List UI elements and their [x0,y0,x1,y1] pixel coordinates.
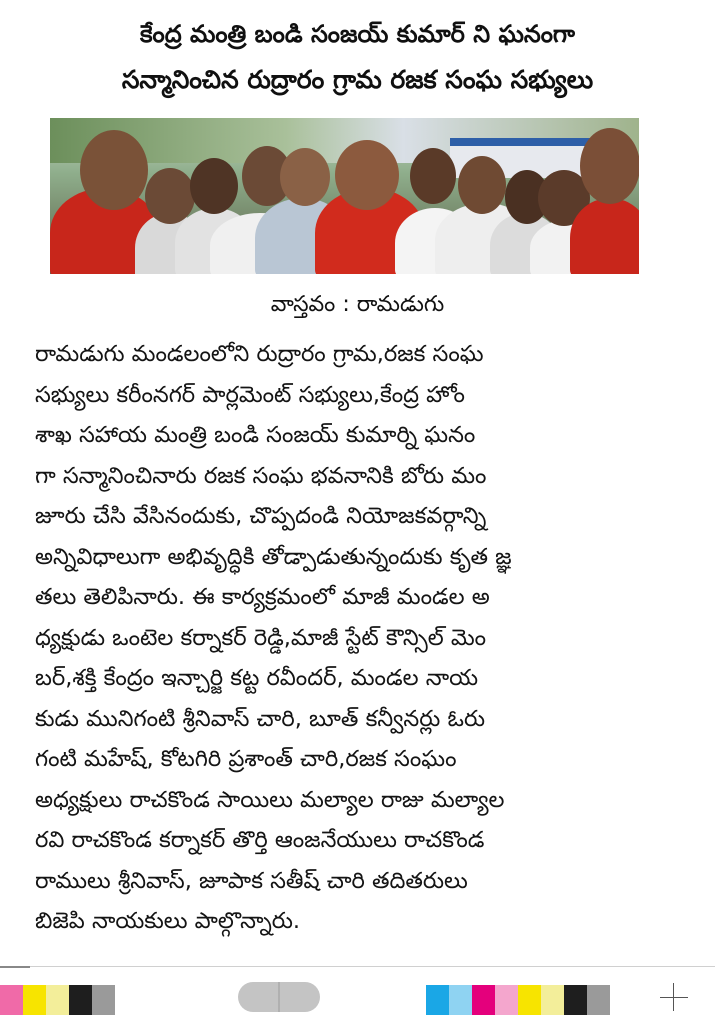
color-swatch [0,985,23,1015]
color-swatch [92,985,115,1015]
page-divider [0,966,715,967]
color-swatch [541,985,564,1015]
body-line: గంటి మహేష్, కోటగిరి ప్రశాంత్ చారి,రజక సంఘం [35,746,457,772]
headline-line-1: కేంద్ర మంత్రి బండి సంజయ్ కుమార్ ని ఘనంగా [140,20,575,48]
crosshair-icon [660,983,688,1011]
body-line: బిజెపి నాయకులు పాల్గొన్నారు. [35,908,301,934]
body-line: అన్నివిధాలుగా అభివృద్ధికి తోడ్పాడుతున్నందుకు కృత జ్ఞ [35,543,512,570]
color-swatch [426,985,449,1015]
body-line: గా సన్మానించినారు రజక సంఘ భవనానికి బోరు మం [35,462,487,489]
news-photo [50,118,639,274]
body-line: బర్,శక్తి కేంద్రం ఇన్చార్జి కట్ట రవీందర్, మండల నాయ [35,665,479,691]
body-line: రవి రాచకొండ కర్నాకర్ తొర్తి ఆంజనేయులు రాచకొండ [35,827,485,853]
color-swatch [587,985,610,1015]
body-line: రామడుగు మండలంలోని రుద్రారం గ్రామ,రజక సంఘ [35,341,484,367]
body-line: అధ్యక్షులు రాచకొండ సాయిలు మల్యాల రాజు మల్యాల [35,786,505,813]
body-line: సభ్యులు కరీంనగర్ పార్లమెంట్ సభ్యులు,కేంద్ర హోం [35,381,465,408]
color-swatch [518,985,541,1015]
color-swatch [472,985,495,1015]
color-swatch [23,985,46,1015]
body-line: రాములు శ్రీనివాస్, జూపాక సతీష్ చారి తదితరులు [35,867,468,894]
body-line: శాఖ సహాయ మంత్రి బండి సంజయ్ కుమార్ని ఘనం [35,422,476,448]
page-divider-mark [0,966,30,968]
color-registration-bar-left [0,985,115,1015]
headline-line-2: సన్మానించిన రుద్రారం గ్రామ రజక సంఘ సభ్యులు [121,65,594,94]
dateline: వాస్తవం : రామడుగు [270,292,445,317]
body-line: ధ్యక్షుడు ఒంటెల కర్నాకర్ రెడ్డి,మాజీ స్టేట్ కౌన్సిల్ మెం [35,624,487,651]
article-body [35,334,650,942]
color-swatch [495,985,518,1015]
body-line: కుడు మునిగంటి శ్రీనివాస్ చారి, బూత్ కన్వీనర్లు ఓరు [35,705,486,732]
color-registration-bar-right [426,985,610,1015]
color-swatch [449,985,472,1015]
color-swatch [69,985,92,1015]
body-line: తలు తెలిపినారు. ఈ కార్యక్రమంలో మాజీ మండల అ [35,584,490,610]
scroll-handle-icon[interactable] [238,982,320,1012]
body-line: జూరు చేసి వేసినందుకు, చొప్పదండి నియోజకవర్గాన్ని [35,503,487,529]
color-swatch [564,985,587,1015]
color-swatch [46,985,69,1015]
